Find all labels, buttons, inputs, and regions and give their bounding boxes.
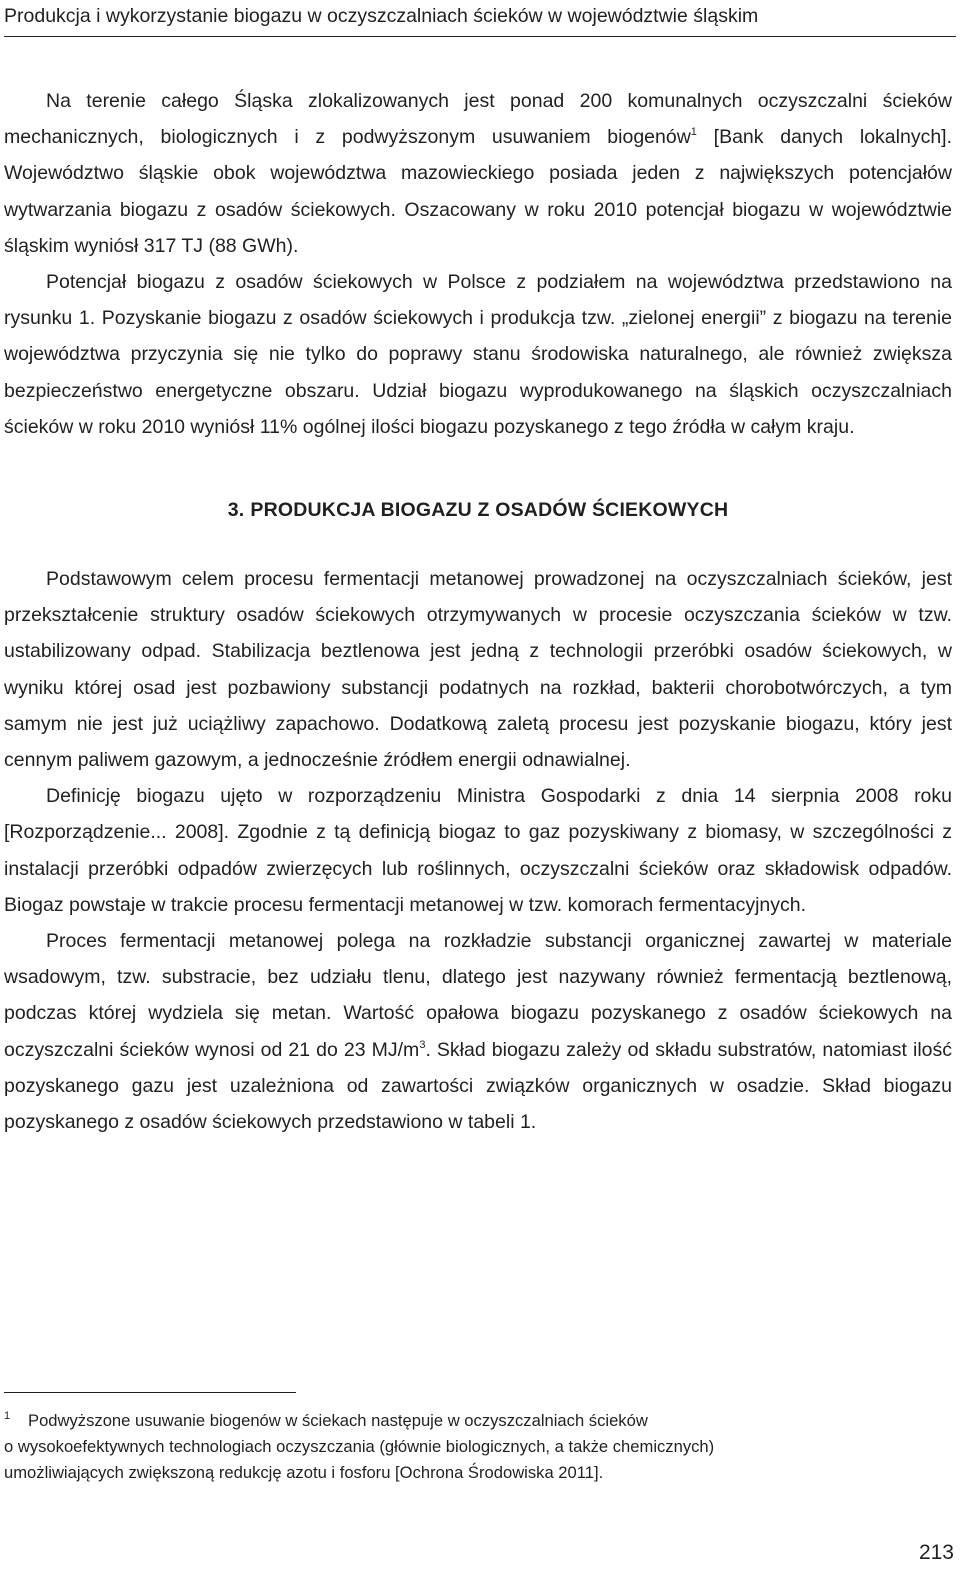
footnote bbox=[4, 1408, 952, 1486]
paragraph-text: Definicję biogazu ujęto w rozporządzeniu Ministra Gospodarki z dnia 14 sierpnia 2008 roku [Rozporządzenie... 2008]. Zgodnie z tą definicją biogaz to gaz pozyskiwany z biomasy, w szczególności z instalacji przeróbki odpadów zwierzęcych lub roślinnych, oczyszczalni ścieków oraz składowisk odpadów. Biogaz powstaje w trakcie procesu fermentacji metanowej w tzw. komorach fermentacyjnych. bbox=[4, 785, 952, 916]
paragraph bbox=[4, 83, 952, 264]
footnote-line: o wysokoefektywnych technologiach oczyszczania (głównie biologicznych, a także chemicznych) bbox=[4, 1437, 715, 1456]
paragraph bbox=[4, 923, 952, 1140]
paragraph bbox=[4, 561, 952, 778]
section-number: 3. bbox=[227, 499, 245, 522]
superscript: 3 bbox=[419, 1038, 426, 1051]
page-number: 213 bbox=[918, 1541, 954, 1564]
paragraph-text: [Bank danych lokalnych]. Województwo śląskie obok województwa mazowieckiego posiada jeden z największych potencjałów wytwarzania biogazu z osadów ściekowych. Oszacowany w roku 2010 potencjał biogazu w województwie śląskim wyniósł 317 TJ (88 GWh). bbox=[4, 126, 952, 257]
paragraph-text: . Skład biogazu zależy od składu substratów, natomiast ilość pozyskanego gazu jest uzależniona od zawartości związków organicznych w osadzie. Skład biogazu pozyskanego z osadów ściekowych przedstawiono w tabeli 1. bbox=[4, 1038, 953, 1134]
header-divider bbox=[4, 36, 956, 37]
paragraph-text: Proces fermentacji metanowej polega na rozkładzie substancji organicznej zawartej w materiale wsadowym, tzw. substracie, bez udziału tlenu, dlatego jest nazywany również fermentacją beztlenową, podczas której wydziela się metan. Wartość opałowa biogazu pozyskanego z osadów ściekowych na oczyszczalni ścieków wynosi od 21 do 23 MJ/m bbox=[4, 930, 952, 1061]
footnote-mark: 1 bbox=[4, 1410, 11, 1422]
footnote-text bbox=[4, 1408, 952, 1486]
paragraph bbox=[4, 264, 952, 445]
paragraph-text: Podstawowym celem procesu fermentacji metanowej prowadzonej na oczyszczalniach ścieków, jest przekształcenie struktury osadów ściekowych otrzymywanych w procesie oczyszczania ścieków w tzw. ustabilizowany odpad. Stabilizacja beztlenowa jest jedną z technologii przeróbki osadów ściekowych, w wyniku której osad jest pozbawiony substancji podatnych na rozkład, bakterii chorobotwórczych, a tym samym nie jest już uciążliwy zapachowo. Dodatkową zaletą procesu jest pozyskanie biogazu, który jest cennym paliwem gazowym, a jednocześnie źródłem energii odnawialnej. bbox=[4, 568, 952, 772]
page-body bbox=[4, 83, 952, 1140]
paragraph-text: Potencjał biogazu z osadów ściekowych w Polsce z podziałem na województwa przedstawiono na rysunku 1. Pozyskanie biogazu z osadów ściekowych i produkcja tzw. „zielonej energii” z biogazu na terenie województwa przyczynia się nie tylko do poprawy stanu środowiska naturalnego, ale również zwiększa bezpieczeństwo energetyczne obszaru. Udział biogazu wyprodukowanego na śląskich oczyszczalniach ścieków w roku 2010 wyniósł 11% ogólnej ilości biogazu pozyskanego z tego źródła w całym kraju. bbox=[4, 271, 952, 438]
section-title: PRODUKCJA BIOGAZU Z OSADÓW ŚCIEKOWYCH bbox=[250, 499, 729, 522]
footnote-line: Podwyższone usuwanie biogenów w ściekach następuje w oczyszczalniach ścieków bbox=[28, 1411, 648, 1430]
paragraph-text: Na terenie całego Śląska zlokalizowanych jest ponad 200 komunalnych oczyszczalni ścieków mechanicznych, biologicznych i z podwyższonym usuwaniem biogenów bbox=[4, 90, 952, 149]
section-heading bbox=[4, 497, 952, 523]
footnote-divider bbox=[4, 1392, 296, 1393]
running-head: Produkcja i wykorzystanie biogazu w oczyszczalniach ścieków w województwie śląskim bbox=[4, 5, 759, 27]
footnote-reference[interactable]: 1 bbox=[690, 126, 697, 139]
paragraph bbox=[4, 778, 952, 923]
footnote-line: umożliwiających zwiększoną redukcję azotu i fosforu [Ochrona Środowiska 2011]. bbox=[4, 1463, 604, 1482]
